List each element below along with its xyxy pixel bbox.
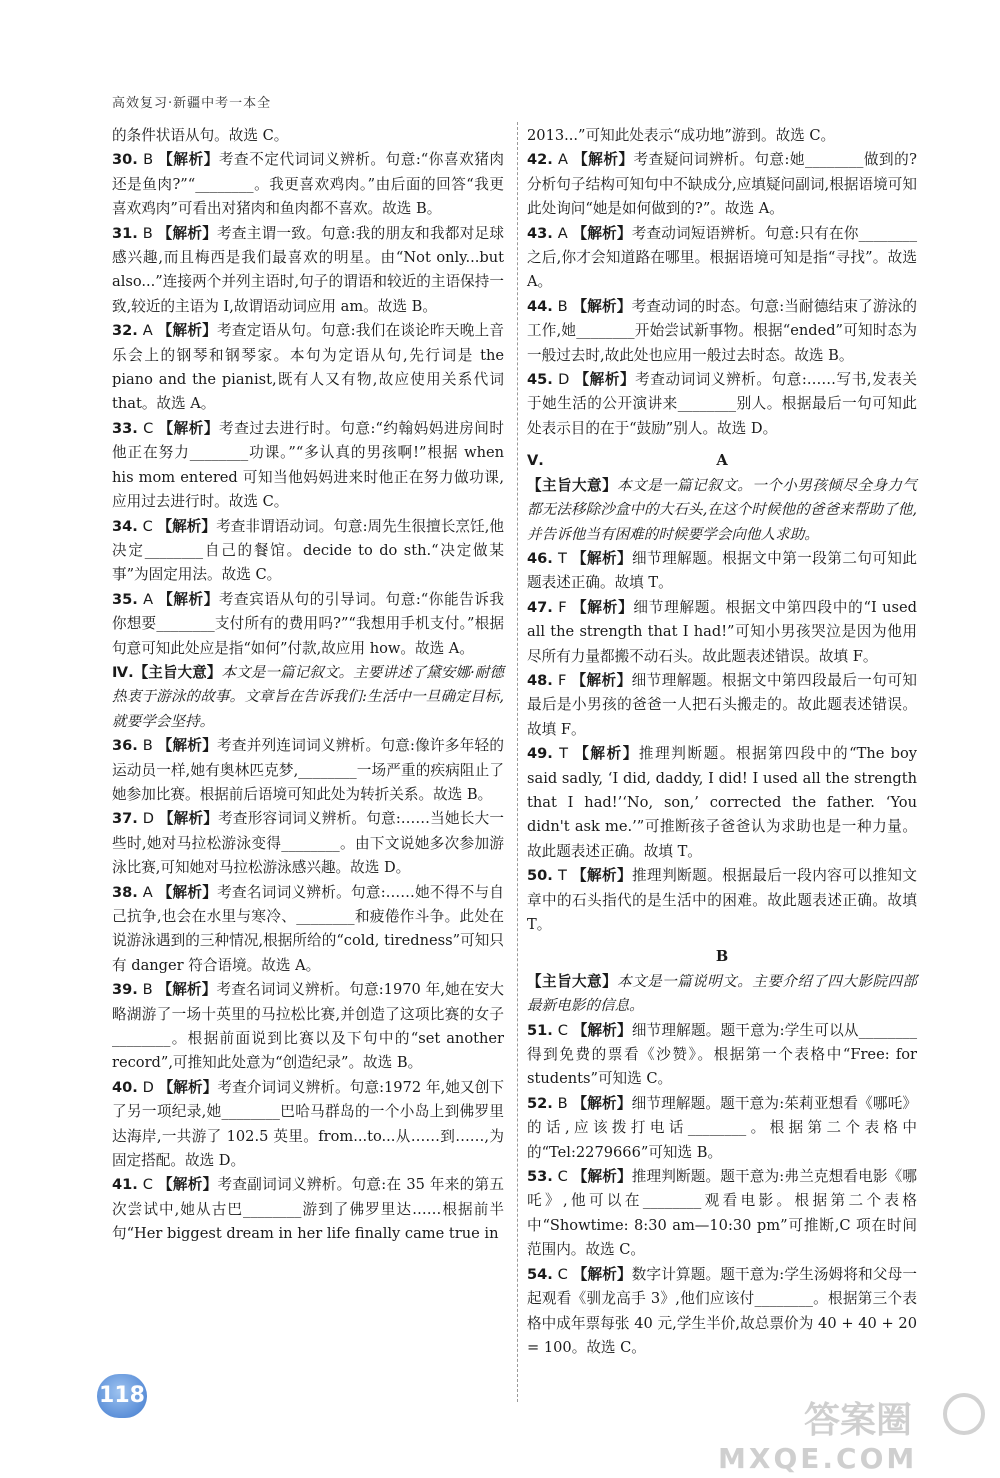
answer-item [112, 124, 504, 148]
question-number: 47. [527, 598, 553, 616]
question-number: 34. [112, 517, 138, 535]
question-number: 49. [527, 745, 553, 763]
analysis-tag: 【解析】 [571, 671, 632, 689]
page-number: 118 [97, 1374, 147, 1418]
answer-letter: B [557, 297, 568, 315]
answer-letter: T [559, 745, 568, 763]
section-numeral: Ⅳ. [112, 663, 134, 681]
answer-item [112, 222, 504, 320]
answer-letter: F [557, 671, 567, 689]
analysis-text: 推理判断题。题干意为:弗兰克想看电影《哪吒》,他可以在________观看电影。根据第二个表格中“Showtime: 8:30 am—10:30 pm”可推断,C 项在时间范围内。故选 C。 [527, 1168, 918, 1259]
answer-letter: C [557, 1168, 568, 1186]
question-number: 54. [527, 1265, 553, 1283]
answer-letter: F [558, 598, 567, 616]
section-heading [527, 945, 917, 969]
question-number: 38. [112, 883, 138, 901]
answer-item [112, 148, 504, 221]
answer-item [112, 417, 504, 515]
question-number: 50. [527, 867, 553, 885]
analysis-text: 细节理解题。根据文中第一段第二句可知此题表述正确。故填 T。 [527, 549, 918, 592]
analysis-tag: 【解析】 [157, 1176, 218, 1194]
watermark-logo-text: 答案圈 [804, 1400, 913, 1441]
question-number: 35. [112, 590, 138, 608]
analysis-tag: 【解析】 [157, 322, 218, 340]
analysis-tag: 【解析】 [157, 737, 218, 755]
answer-item [112, 807, 504, 880]
watermark-ring-icon [945, 1395, 983, 1433]
analysis-tag: 【解析】 [158, 419, 220, 437]
analysis-text: 考查疑问词辨析。句意:她________做到的?分析句子结构可知句中不缺成分,应填疑问副词,根据语境可知此处询问“她是如何做到的?”。故选 A。 [527, 151, 918, 218]
analysis-text: 考查形容词词义辨析。句意:……当她长大一些时,她对马拉松游泳变得________。由下文说她多次参加游泳比赛,可知她对马拉松游泳感兴趣。故选 D。 [112, 810, 504, 877]
analysis-tag: 【解析】 [158, 590, 219, 608]
section-label: A [716, 452, 728, 470]
analysis-text: 细节理解题。根据文中第四段最后一句可知最后是小男孩的爸爸一人把石头搬走的。故此题表述错误。故填 F。 [527, 671, 917, 738]
analysis-text: 考查介词词义辨析。句意:1972 年,她又创下了另一项纪录,她________巴哈马群岛的一个小岛上到佛罗里达海岸,一共游了 102.5 英里。from...to...从……到……,为固定搭配。故选 D。 [112, 1078, 504, 1170]
analysis-text: 考查过去进行时。句意:“约翰妈妈进房间时他正在努力________功课。”“多认真的男孩啊!”根据 when his mom entered 可知当他妈妈进来时他正在努力做功课,应用过去进行时。故选 C。 [112, 419, 505, 511]
analysis-tag: 【解析】 [574, 745, 639, 763]
answer-letter: D [142, 810, 154, 828]
answer-letter: B [142, 737, 153, 755]
question-number: 41. [112, 1176, 138, 1194]
section-heading [527, 449, 917, 473]
answer-letter: B [142, 981, 153, 999]
question-number: 45. [527, 371, 553, 389]
analysis-tag: 【解析】 [573, 151, 634, 169]
answer-item [112, 881, 504, 979]
analysis-tag: 【解析】 [157, 517, 217, 535]
analysis-tag: 【解析】 [571, 867, 633, 885]
analysis-text: 细节理解题。题干意为:学生可以从________得到免费的票看《沙赞》。根据第一个表格中“Free: for students”可知选 C。 [527, 1021, 917, 1088]
question-number: 31. [112, 224, 138, 242]
answer-item [112, 978, 504, 1076]
main-idea-text: 本文是一篇记叙文。主要讲述了黛安娜·耐德热衷于游泳的故事。文章旨在告诉我们:生活中一旦确定目标,就要学会坚持。 [112, 663, 504, 730]
answer-item [527, 1019, 917, 1092]
analysis-text: 推理判断题。根据第四段中的“The boy said sadly, ‘I did, daddy, I did! I used all the strength that I had!’‘No, son,’ corrected the father. ‘You didn't ask me.’”可推断孩子爸爸认为求助也是一种力量。故此题表述正确。故填 T。 [527, 745, 917, 860]
question-number: 39. [112, 981, 138, 999]
answer-item [527, 864, 917, 937]
question-number: 52. [527, 1094, 553, 1112]
right-column [527, 124, 917, 1360]
answer-item [112, 319, 504, 417]
answer-item [527, 1263, 917, 1361]
analysis-text: 数字计算题。题干意为:学生汤姆将和父母一起观看《驯龙高手 3》,他们应该付________。根据第三个表格中成年票每张 40 元,学生半价,故总票价为 40 + 40 + 20 = 100。故选 C。 [527, 1265, 918, 1356]
question-number: 48. [527, 671, 553, 689]
column-divider [517, 122, 518, 1402]
analysis-tag: 【解析】 [572, 1265, 632, 1283]
answer-item [527, 368, 917, 441]
main-idea-tag: 【主旨大意】 [133, 663, 222, 681]
answer-item [527, 295, 917, 368]
answer-item [527, 148, 917, 221]
left-column [112, 124, 504, 1247]
analysis-text: 考查副词词义辨析。句意:在 35 年来的第五次尝试中,她从古巴________游到了佛罗里达……根据前半句“Her biggest dream in her life finally came true in [112, 1176, 504, 1243]
question-number: 37. [112, 810, 138, 828]
answer-letter: C [142, 517, 153, 535]
main-idea-text: 本文是一篇记叙文。一个小男孩倾尽全身力气都无法移除沙盒中的大石头,在这个时候他的爸爸来帮助了他,并告诉他当有困难的时候要学会向他人求助。 [527, 476, 917, 543]
analysis-tag: 【解析】 [572, 297, 632, 315]
answer-letter: C [557, 1265, 568, 1283]
analysis-tag: 【解析】 [157, 224, 218, 242]
analysis-tag: 【解析】 [158, 151, 219, 169]
analysis-text: 考查动词的时态。句意:当耐德结束了游泳的工作,她________开始尝试新事物。根据“ended”可知时态为一般过去时,故此处也应用一般过去时态。故选 B。 [527, 297, 917, 364]
answer-letter: D [558, 371, 570, 389]
main-idea-text: 本文是一篇说明文。主要介绍了四大影院四部最新电影的信息。 [527, 972, 917, 1015]
analysis-text: 考查定语从句。句意:我们在谈论昨天晚上音乐会上的钢琴和钢琴家。本句为定语从句,先行词是 the piano and the pianist,既有人又有物,故应使用关系代词 that。故选 A。 [112, 322, 504, 413]
analysis-tag: 【解析】 [572, 598, 634, 616]
answer-letter: T [557, 867, 567, 885]
answer-item [112, 734, 504, 807]
analysis-text: 考查动词短语辨析。句意:只有在你________之后,你才会知道路在哪里。根据语境可知是指“寻找”。故选 A。 [527, 224, 918, 291]
analysis-text: 2013...”可知此处表示“成功地”游到。故选 C。 [527, 127, 836, 144]
analysis-tag: 【解析】 [572, 1021, 632, 1039]
main-idea-tag: 【主旨大意】 [527, 972, 618, 990]
answer-letter: A [558, 151, 568, 169]
answer-item [527, 669, 917, 742]
answer-letter: C [142, 1176, 153, 1194]
answer-letter: B [557, 1094, 568, 1112]
analysis-text: 考查名词词义辨析。句意:1970 年,她在安大略湖游了一场十英里的马拉松比赛,并创造了这项比赛的女子________。根据前面说到比赛以及下句中的“set another record”,可推知此处意为“创造纪录”。故选 B。 [112, 981, 504, 1072]
section-numeral: Ⅴ. [527, 452, 544, 470]
main-idea-paragraph [527, 970, 917, 1019]
answer-item [112, 515, 504, 588]
analysis-tag: 【解析】 [571, 549, 633, 567]
analysis-text: 考查动词词义辨析。句意:……写书,发表关于她生活的公开演讲来________别人。根据最后一句可知此处表示目的在于“鼓励”别人。故选 D。 [527, 371, 917, 437]
question-number: 42. [527, 151, 553, 169]
analysis-text: 考查宾语从句的引导词。句意:“你能告诉我你想要________支付所有的费用吗?”“我想用手机支付。”根据句意可知此处应是指“如何”付款,故应用 how。故选 A。 [112, 590, 504, 657]
answer-item [112, 588, 504, 661]
analysis-text: 考查非谓语动词。句意:周先生很擅长烹饪,他决定________自己的餐馆。decide to do sth.“决定做某事”为固定用法。故选 C。 [112, 517, 505, 584]
analysis-text: 考查主谓一致。句意:我的朋友和我都对足球感兴趣,而且梅西是我们最喜欢的明星。由“Not only...but also...”连接两个并列主语时,句子的谓语和较近的主语保持一致,较近的主语为 I,故谓语动词应用 am。故选 B。 [112, 224, 504, 315]
analysis-text: 考查并列连词词义辨析。句意:像许多年轻的运动员一样,她有奥林匹克梦,________一场严重的疾病阻止了她参加比赛。根据前后语境可知此处为转折关系。故选 B。 [112, 737, 504, 803]
answer-letter: A [143, 590, 154, 608]
answer-item [527, 1092, 917, 1165]
analysis-text: 推理判断题。根据最后一段内容可以推知文章中的石头指代的是生活中的困难。故此题表述正确。故填 T。 [527, 867, 918, 933]
section-label: B [715, 948, 729, 966]
answer-item [112, 1173, 504, 1246]
analysis-text: 的条件状语从句。故选 C。 [112, 127, 289, 144]
answer-item [112, 1076, 504, 1174]
watermark-url-text: MXQE.COM [718, 1442, 918, 1474]
main-idea-paragraph [112, 661, 504, 734]
answer-letter: A [557, 224, 568, 242]
question-number: 36. [112, 737, 138, 755]
running-header: 高效复习·新疆中考一本全 [112, 96, 272, 111]
answer-item [527, 742, 917, 864]
analysis-text: 细节理解题。题干意为:茱莉亚想看《哪吒》的话,应该拨打电话________。根据第二个表格中的“Tel:2279666”可知选 B。 [527, 1094, 917, 1161]
question-number: 46. [527, 549, 553, 567]
main-idea-tag: 【主旨大意】 [527, 476, 618, 494]
answer-letter: B [143, 151, 154, 169]
analysis-tag: 【解析】 [572, 1168, 632, 1186]
question-number: 53. [527, 1168, 553, 1186]
answer-item [527, 547, 917, 596]
answer-item [527, 1165, 917, 1263]
analysis-tag: 【解析】 [574, 371, 636, 389]
question-number: 30. [112, 151, 138, 169]
answer-letter: B [142, 224, 153, 242]
watermark-logo-graphic [708, 1392, 990, 1474]
question-number: 43. [527, 224, 553, 242]
question-number: 33. [112, 419, 138, 437]
answer-letter: C [143, 419, 154, 437]
question-number: 51. [527, 1021, 553, 1039]
main-idea-paragraph [527, 474, 917, 547]
analysis-tag: 【解析】 [157, 883, 218, 901]
analysis-tag: 【解析】 [157, 981, 217, 999]
answer-item [527, 596, 917, 669]
analysis-tag: 【解析】 [158, 1078, 218, 1096]
answer-letter: A [142, 322, 153, 340]
question-number: 40. [112, 1078, 138, 1096]
answer-item [527, 222, 917, 295]
question-number: 32. [112, 322, 138, 340]
analysis-text: 考查名词词义辨析。句意:……她不得不与自己抗争,也会在水里与寒冷、________和疲倦作斗争。此处在说游泳遇到的三种情况,根据所给的“cold, tiredness”可知只有 danger 符合语境。故选 A。 [112, 883, 504, 974]
answer-letter: D [142, 1078, 154, 1096]
analysis-tag: 【解析】 [572, 224, 632, 242]
answer-item [527, 124, 917, 148]
analysis-tag: 【解析】 [572, 1094, 632, 1112]
analysis-text: 细节理解题。根据文中第四段中的“I used all the strength that I had!”可知小男孩哭泣是因为他用尽所有力量都搬不动石头。故此题表述错误。故填 F。 [527, 598, 918, 665]
answer-letter: T [557, 549, 567, 567]
analysis-text: 考查不定代词词义辨析。句意:“你喜欢猪肉还是鱼肉?”“________。我更喜欢鸡肉。”由后面的回答“我更喜欢鸡肉”可看出对猪肉和鱼肉都不喜欢。故选 B。 [112, 151, 504, 218]
answer-letter: A [142, 883, 153, 901]
analysis-tag: 【解析】 [158, 810, 219, 828]
watermark-logo [708, 1392, 990, 1474]
question-number: 44. [527, 297, 553, 315]
answer-letter: C [557, 1021, 568, 1039]
